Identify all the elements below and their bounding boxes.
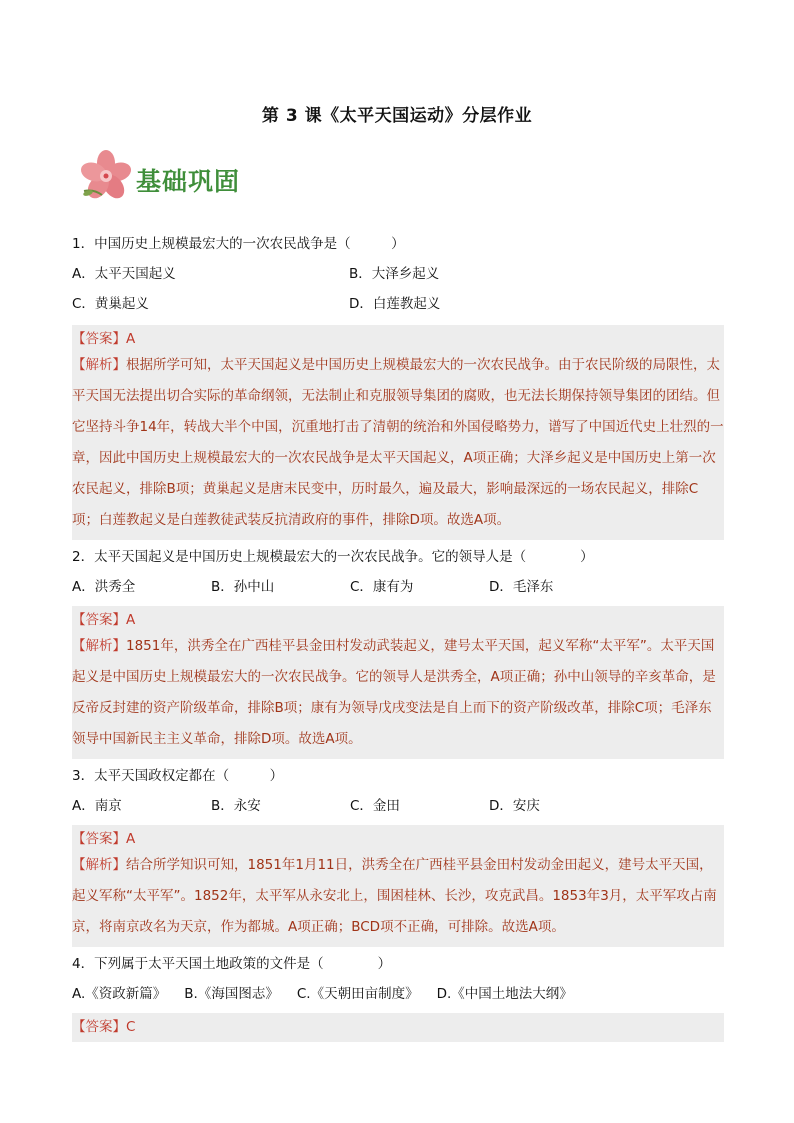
explanation-text: 结合所学知识可知，1851年1月11日，洪秀全在广西桂平县金田村发动金田起义，建号太平天国，起义军称“太平军”。1852年，太平军从永安北上，围困桂林、长沙，攻克武昌。1853年3月，太平军攻占南京，将南京改名为天京，作为都城。A项正确；BCD项不正确，可排除。故选A项。 [72, 857, 717, 935]
option-list [72, 576, 724, 598]
option-list [72, 263, 724, 323]
answer-value: A [126, 831, 136, 847]
answer-value: C [126, 1019, 136, 1035]
answer-value: A [126, 612, 136, 628]
question-1 [72, 233, 724, 540]
option-b: B.《海国图志》 [184, 986, 279, 1002]
explanation-label: 【解析】 [72, 638, 126, 654]
answer-label: 【答案】 [72, 331, 126, 347]
option-a: A.《资政新篇》 [72, 986, 167, 1002]
answer-line [72, 1016, 724, 1038]
question-stem: 4．下列属于太平天国土地政策的文件是（ ） [72, 956, 392, 972]
question-stem: 1．中国历史上规模最宏大的一次农民战争是（ ） [72, 236, 405, 252]
answer-label: 【答案】 [72, 612, 126, 628]
answer-line [72, 828, 724, 850]
option-a: A．南京 [72, 798, 122, 814]
explanation-label: 【解析】 [72, 357, 126, 373]
page-title: 第 3 课《太平天国运动》分层作业 [261, 106, 533, 126]
question-3 [72, 765, 724, 947]
option-b: B．永安 [211, 798, 261, 814]
question-2 [72, 546, 724, 759]
answer-line [72, 328, 724, 350]
option-c: C.《天朝田亩制度》 [296, 986, 419, 1002]
option-a: A．太平天国起义 [72, 266, 176, 282]
question-stem: 3．太平天国政权定都在（ ） [72, 768, 284, 784]
option-list [72, 983, 724, 1005]
option-c: C．黄巢起义 [72, 296, 149, 312]
answer-value: A [126, 331, 136, 347]
question-4 [72, 953, 724, 1042]
explanation-text: 1851年，洪秀全在广西桂平县金田村发动武装起义，建号太平天国，起义军称“太平军”。太平天国起义是中国历史上规模最宏大的一次农民战争。它的领导人是洪秀全，A项正确；孙中山领导的辛亥革命，是反帝反封建的资产阶级革命，排除B项；康有为领导戊戌变法是自上而下的资产阶级改革，排除C项；毛泽东领导中国新民主主义革命，排除D项。故选A项。 [72, 638, 716, 747]
explanation [72, 850, 724, 943]
section-header [76, 149, 276, 205]
answer-label: 【答案】 [72, 1019, 126, 1035]
option-c: C．康有为 [350, 579, 414, 595]
answer-block [72, 825, 724, 947]
question-list [72, 227, 724, 1042]
explanation-text: 根据所学可知，太平天国起义是中国历史上规模最宏大的一次农民战争。由于农民阶级的局限性，太平天国无法提出切合实际的革命纲领，无法制止和克服领导集团的腐败，也无法长期保持领导集团的团结。但它坚持斗争14年，转战大半个中国，沉重地打击了清朝的统治和外国侵略势力，谱写了中国近代史上壮烈的一章，因此中国历史上规模最宏大的一次农民战争是太平天国起义，A项正确；大泽乡起义是中国历史上第一次农民起义，排除B项；黄巢起义是唐末民变中，历时最久，遍及最大，影响最深远的一场农民起义，排除C项；白莲教起义是白莲教徒武装反抗清政府的事件，排除D项。故选A项。 [72, 357, 724, 528]
explanation [72, 350, 724, 536]
option-d: D．白莲教起义 [349, 296, 441, 312]
option-c: C．金田 [350, 798, 400, 814]
option-list [72, 795, 724, 817]
answer-label: 【答案】 [72, 831, 126, 847]
answer-block [72, 1013, 724, 1042]
explanation [72, 631, 724, 755]
answer-block [72, 606, 724, 759]
option-a: A．洪秀全 [72, 579, 136, 595]
option-b: B．孙中山 [211, 579, 275, 595]
section-label: 基础巩固 [136, 167, 241, 196]
answer-block [72, 325, 724, 540]
option-b: B．大泽乡起义 [349, 266, 440, 282]
answer-line [72, 609, 724, 631]
question-stem: 2．太平天国起义是中国历史上规模最宏大的一次农民战争。它的领导人是（ ） [72, 549, 594, 565]
flower-icon [76, 149, 136, 205]
option-d: D．安庆 [489, 798, 540, 814]
option-d: D.《中国土地法大纲》 [436, 986, 573, 1002]
explanation-label: 【解析】 [72, 857, 126, 873]
option-d: D．毛泽东 [489, 579, 554, 595]
